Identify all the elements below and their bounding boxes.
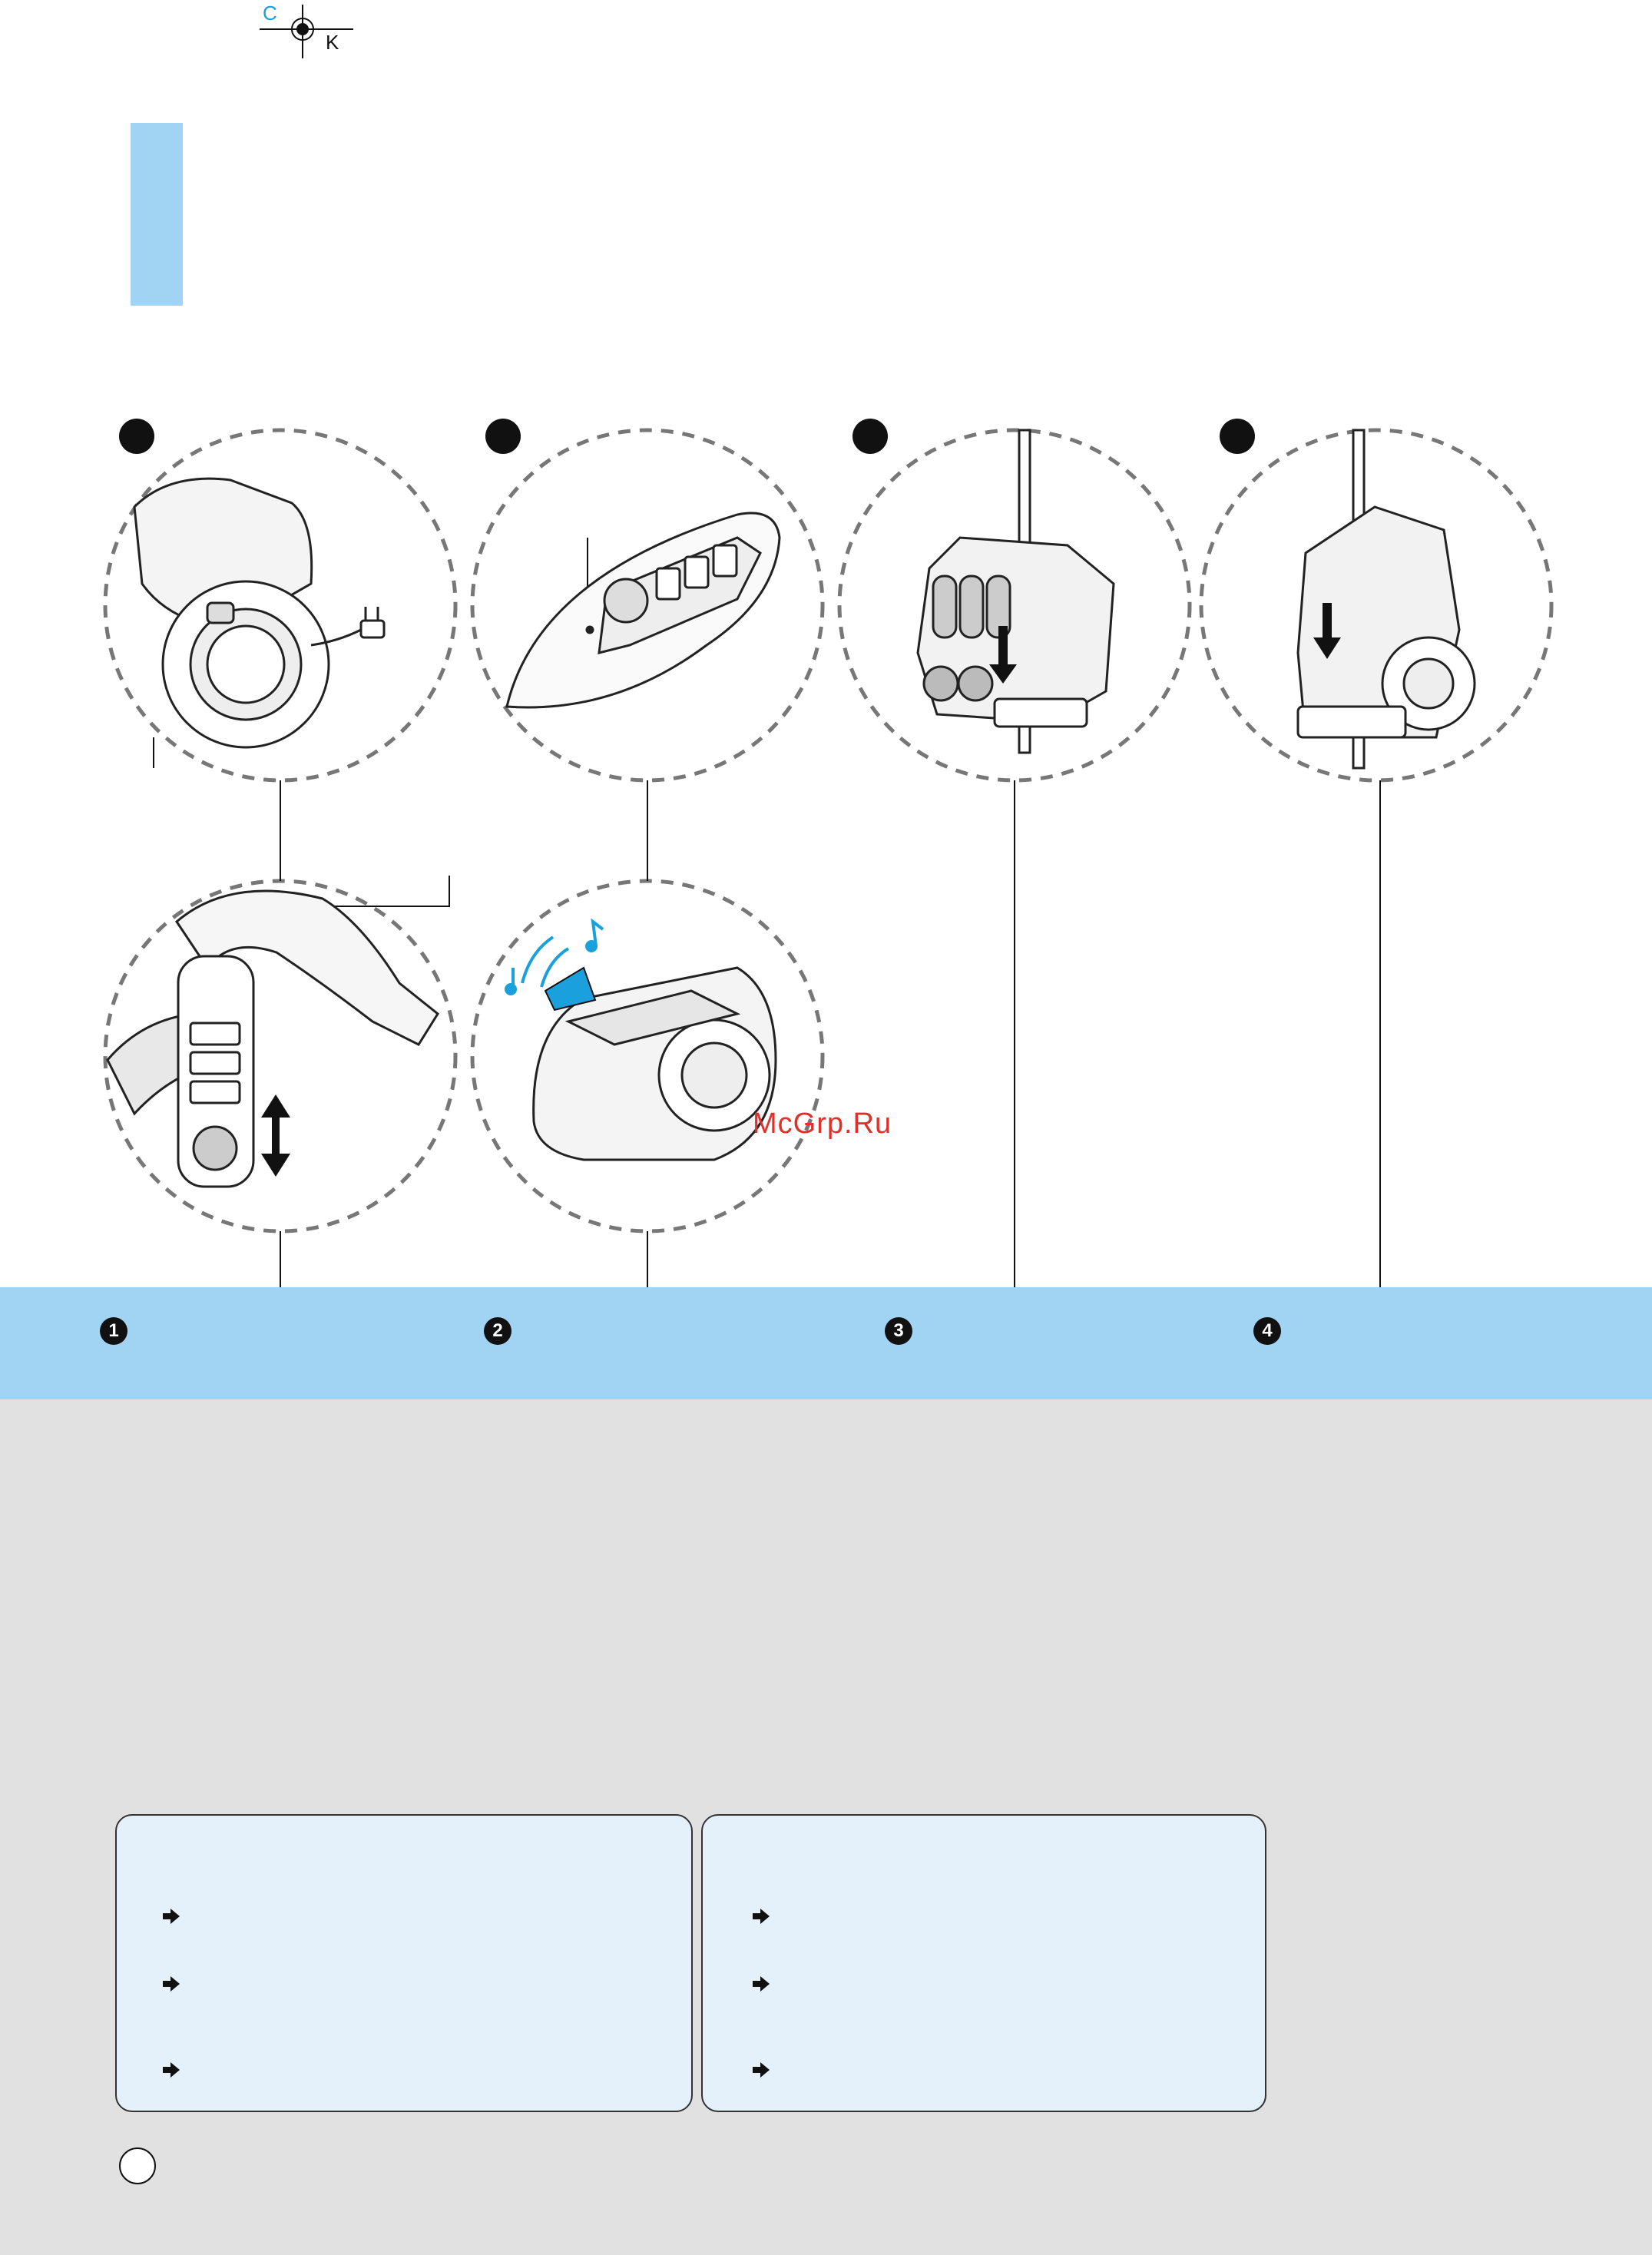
page-number <box>119 2147 156 2184</box>
arrow-right-icon <box>161 2061 181 2078</box>
step-2-label: 2 <box>484 1317 511 1345</box>
vacuum-parking-side <box>1298 430 1475 768</box>
illustrations <box>0 399 1652 1290</box>
step-3-label: 3 <box>885 1317 912 1345</box>
info-panel-right <box>701 1814 1266 2112</box>
arrow-right-icon <box>751 1908 771 1925</box>
step-4-label: 4 <box>1253 1317 1281 1345</box>
step-1-label: 1 <box>100 1317 127 1345</box>
arrow-right-icon <box>161 1975 181 1992</box>
registration-c-label: C <box>263 2 277 25</box>
info-panel-left <box>115 1814 693 2112</box>
arrow-right-icon <box>751 2061 771 2078</box>
steps-band <box>0 1287 1652 1399</box>
vacuum-canister-side <box>134 478 329 747</box>
arrow-right-icon <box>751 1975 771 1992</box>
registration-mark-icon <box>253 0 361 61</box>
vacuum-parking-front <box>918 430 1114 753</box>
section-accent-bar <box>131 123 183 306</box>
registration-k-label: K <box>326 31 339 54</box>
vacuum-top-panel <box>507 513 780 707</box>
arrow-right-icon <box>161 1908 181 1925</box>
watermark-text: McGrp.Ru <box>753 1108 892 1140</box>
up-down-arrow-icon <box>261 1094 290 1177</box>
